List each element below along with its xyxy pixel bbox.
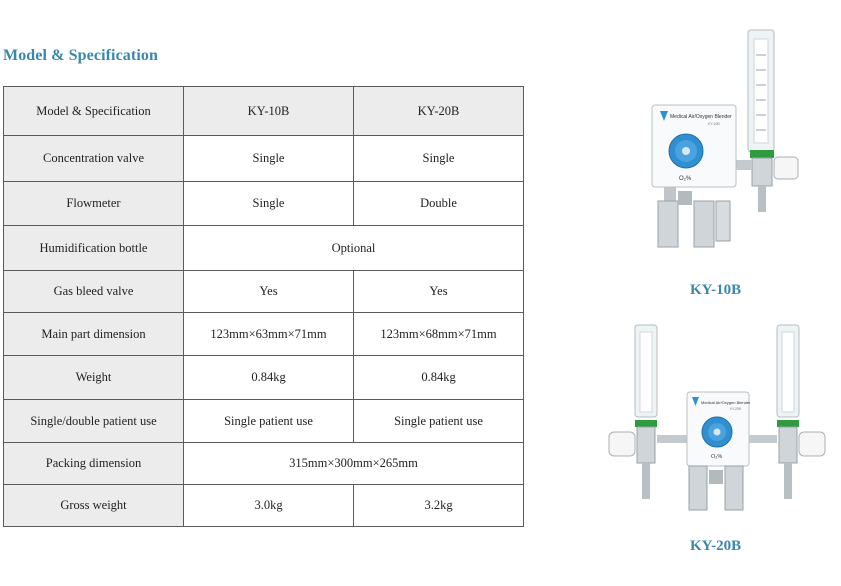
panel-title: Medical Air/Oxygen Blender bbox=[701, 400, 751, 405]
cell-ky20b: Single patient use bbox=[354, 400, 524, 443]
cell-merged: 315mm×300mm×265mm bbox=[184, 443, 524, 485]
row-label: Single/double patient use bbox=[4, 400, 184, 443]
cell-ky10b: Single bbox=[184, 182, 354, 226]
row-label: Packing dimension bbox=[4, 443, 184, 485]
cell-ky20b: Single bbox=[354, 136, 524, 182]
cell-ky10b: 0.84kg bbox=[184, 356, 354, 400]
table-row bbox=[4, 226, 524, 271]
table-row bbox=[4, 271, 524, 313]
table-header-row bbox=[4, 87, 524, 136]
cell-merged: Optional bbox=[184, 226, 524, 271]
cell-ky10b: Single patient use bbox=[184, 400, 354, 443]
row-label: Gas bleed valve bbox=[4, 271, 184, 313]
header-cell-ky10b: KY-10B bbox=[184, 87, 354, 136]
cell-ky20b: 123mm×68mm×71mm bbox=[354, 313, 524, 356]
product-image-ky20b bbox=[605, 320, 830, 520]
dial-label: O₂% bbox=[679, 176, 692, 182]
table-row bbox=[4, 356, 524, 400]
row-label: Weight bbox=[4, 356, 184, 400]
table-row bbox=[4, 485, 524, 527]
table-row bbox=[4, 443, 524, 485]
cell-ky20b: Double bbox=[354, 182, 524, 226]
product-label-ky10b: KY-10B bbox=[690, 282, 742, 298]
panel-subtitle: KY-20B bbox=[730, 407, 741, 411]
table-row bbox=[4, 182, 524, 226]
cell-ky10b: 3.0kg bbox=[184, 485, 354, 527]
table-row bbox=[4, 136, 524, 182]
cell-ky20b: 3.2kg bbox=[354, 485, 524, 527]
cell-ky10b: Single bbox=[184, 136, 354, 182]
header-cell-spec: Model & Specification bbox=[4, 87, 184, 136]
row-label: Main part dimension bbox=[4, 313, 184, 356]
cell-ky10b: Yes bbox=[184, 271, 354, 313]
section-title: Model & Specification bbox=[3, 47, 158, 64]
dial-label: O₂% bbox=[711, 454, 723, 460]
row-label: Flowmeter bbox=[4, 182, 184, 226]
table-row bbox=[4, 313, 524, 356]
cell-ky10b: 123mm×63mm×71mm bbox=[184, 313, 354, 356]
product-image-ky10b bbox=[620, 25, 820, 250]
panel-subtitle: KY-10B bbox=[708, 122, 720, 126]
row-label: Concentration valve bbox=[4, 136, 184, 182]
cell-ky20b: 0.84kg bbox=[354, 356, 524, 400]
product-label-ky20b: KY-20B bbox=[690, 538, 742, 554]
cell-ky20b: Yes bbox=[354, 271, 524, 313]
table-row bbox=[4, 400, 524, 443]
panel-title: Medical Air/Oxygen Blender bbox=[670, 114, 732, 120]
row-label: Gross weight bbox=[4, 485, 184, 527]
spec-table bbox=[3, 86, 524, 527]
row-label: Humidification bottle bbox=[4, 226, 184, 271]
header-cell-ky20b: KY-20B bbox=[354, 87, 524, 136]
